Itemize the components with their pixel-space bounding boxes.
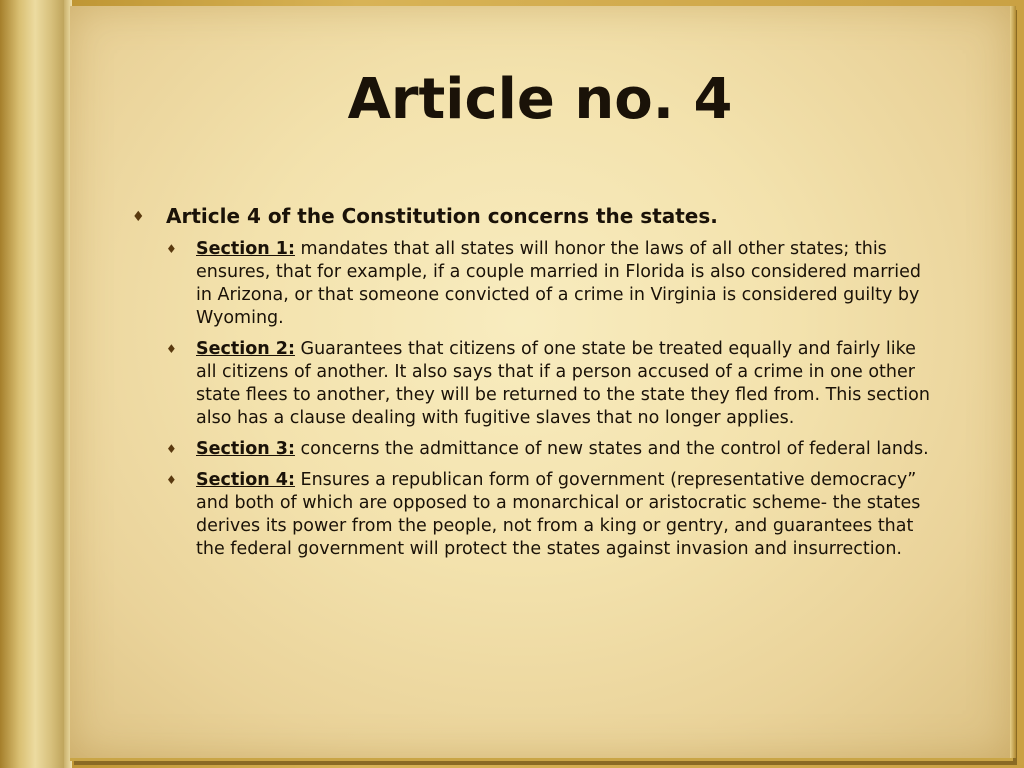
section-description: Ensures a republican form of government (representative democracy” and both of which are opposed to a monarchical or aristocratic scheme- the states derives its power from the people, not from a king or gentry, and guarantees that the federal government will protect the states against invasion and insurrection. xyxy=(196,470,921,559)
section-text xyxy=(196,469,932,561)
diamond-bullet-icon: ♦ xyxy=(166,473,177,487)
section-item-4 xyxy=(166,469,932,561)
section-label: Section 2: xyxy=(196,339,295,359)
section-description: mandates that all states will honor the laws of all other states; this ensures, that for example, if a couple married in Florida is also considered married in Arizona, or that someone convicted of a crime in Virginia is considered guilty by Wyoming. xyxy=(196,239,922,328)
section-text xyxy=(196,438,932,461)
section-list xyxy=(166,238,932,561)
main-bullet xyxy=(132,204,932,230)
book-spine xyxy=(0,0,65,768)
diamond-bullet-icon: ♦ xyxy=(166,342,177,356)
diamond-bullet-icon: ♦ xyxy=(132,209,145,225)
slide-title: Article no. 4 xyxy=(347,67,733,132)
main-point-text: Article 4 of the Constitution concerns the states. xyxy=(166,204,718,228)
page-rim xyxy=(1010,6,1016,758)
section-label: Section 4: xyxy=(196,470,295,490)
diamond-bullet-icon: ♦ xyxy=(166,442,177,456)
section-text xyxy=(196,338,932,430)
section-item-1 xyxy=(166,238,932,330)
section-label: Section 1: xyxy=(196,239,295,259)
slide-content xyxy=(132,204,932,569)
section-item-3 xyxy=(166,438,932,461)
diamond-bullet-icon: ♦ xyxy=(166,242,177,256)
section-description: concerns the admittance of new states and the control of federal lands. xyxy=(294,439,929,459)
section-text xyxy=(196,238,932,330)
section-label: Section 3: xyxy=(196,439,295,459)
section-item-2 xyxy=(166,338,932,430)
section-description: Guarantees that citizens of one state be treated equally and fairly like all citizens of another. It also says that if a person accused of a crime in one other state flees to another, they will be returned to the state they fled from. This section also has a clause dealing with fugitive slaves that no longer applies. xyxy=(196,339,930,428)
